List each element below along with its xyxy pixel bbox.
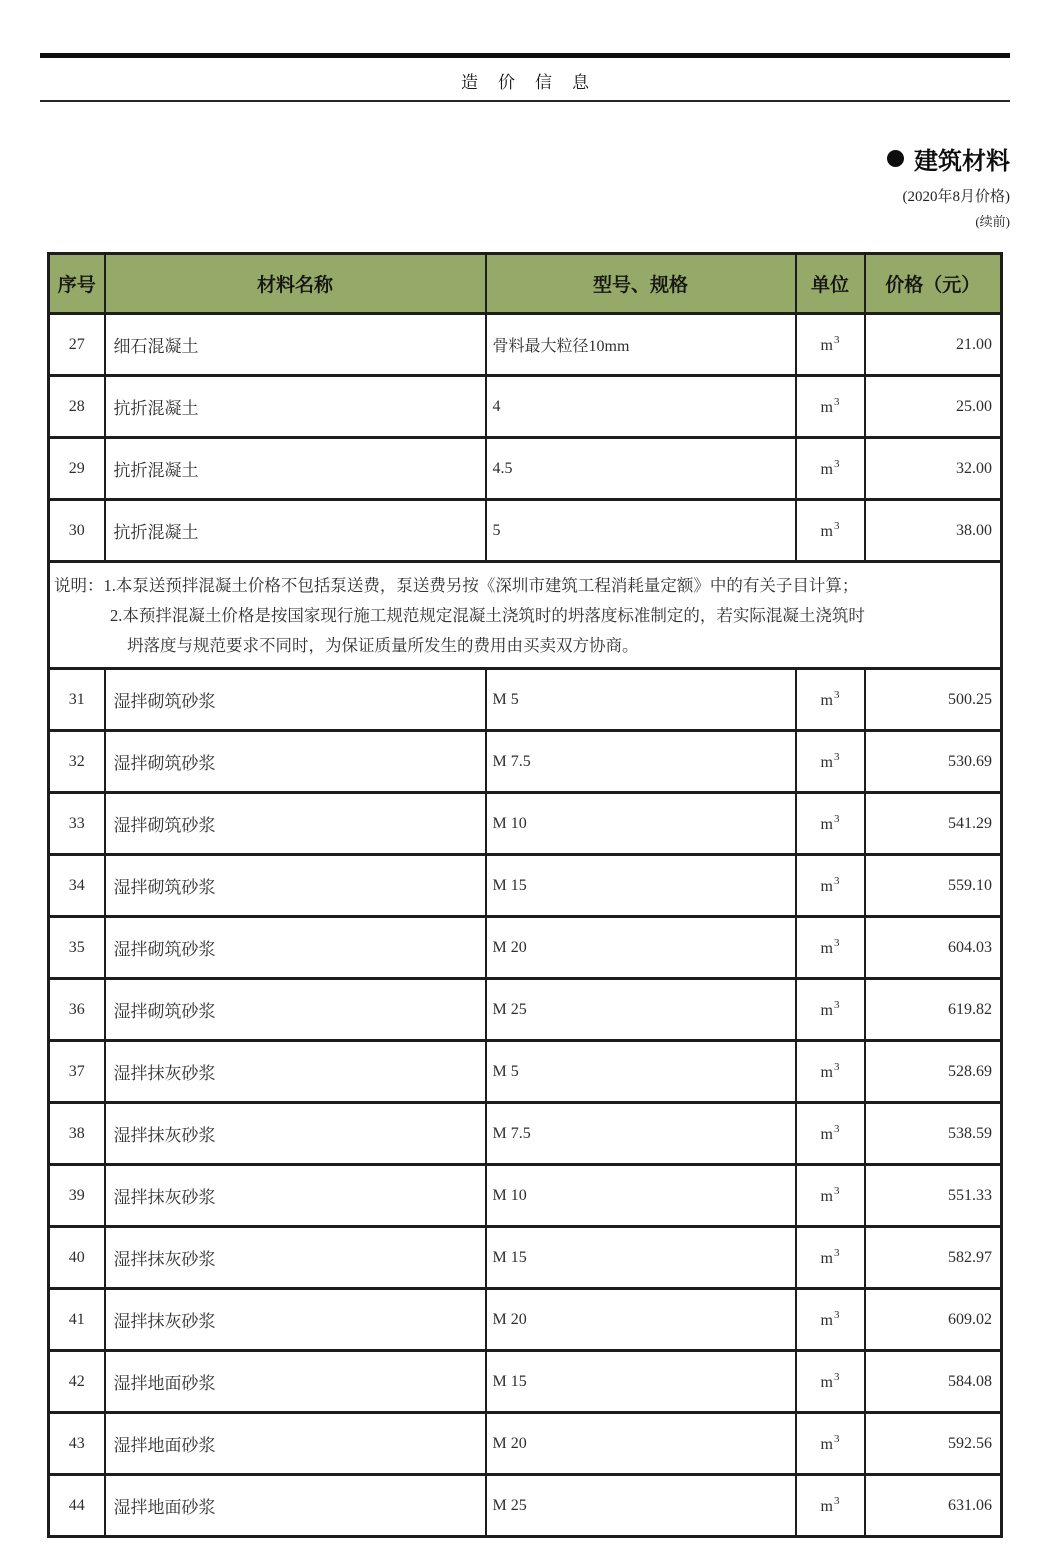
price-value: 604.03 <box>865 917 1002 979</box>
continued-label: (续前) <box>975 214 1010 229</box>
price-period-label: (2020年8月价格) <box>902 189 1010 205</box>
unit-exponent: 3 <box>833 458 840 470</box>
model-spec: M 10 <box>486 793 796 855</box>
unit-cell <box>796 1351 865 1413</box>
material-name: 湿拌砌筑砂浆 <box>105 669 486 731</box>
table-row <box>49 669 1002 731</box>
unit-cell <box>796 731 865 793</box>
price-value: 530.69 <box>865 731 1002 793</box>
table-row <box>49 1103 1002 1165</box>
price-value: 500.25 <box>865 669 1002 731</box>
material-name: 湿拌抹灰砂浆 <box>105 1227 486 1289</box>
table-row <box>49 314 1002 376</box>
note-section <box>49 562 1002 669</box>
price-value: 541.29 <box>865 793 1002 855</box>
unit-exponent: 3 <box>833 813 840 825</box>
bullet-icon <box>887 150 904 167</box>
unit-base: m <box>820 1002 833 1019</box>
model-spec: M 25 <box>486 1475 796 1537</box>
unit-base: m <box>820 1436 833 1453</box>
price-value: 21.00 <box>865 314 1002 376</box>
unit-base: m <box>820 399 833 416</box>
model-spec: M 10 <box>486 1165 796 1227</box>
model-spec: 5 <box>486 500 796 562</box>
unit-exponent: 3 <box>833 1061 840 1073</box>
col-header-name: 材料名称 <box>105 254 486 314</box>
unit-base: m <box>820 1064 833 1081</box>
col-header-price: 价格（元） <box>865 254 1002 314</box>
unit-cell <box>796 1475 865 1537</box>
unit-cell <box>796 376 865 438</box>
row-number: 31 <box>49 669 105 731</box>
model-spec: 4 <box>486 376 796 438</box>
material-name: 湿拌地面砂浆 <box>105 1351 486 1413</box>
material-name: 湿拌砌筑砂浆 <box>105 979 486 1041</box>
unit-exponent: 3 <box>833 999 840 1011</box>
unit-cell <box>796 1289 865 1351</box>
page-title <box>40 58 1010 100</box>
unit-exponent: 3 <box>833 1495 840 1507</box>
table-row <box>49 731 1002 793</box>
price-value: 528.69 <box>865 1041 1002 1103</box>
model-spec: M 7.5 <box>486 1103 796 1165</box>
unit-cell <box>796 917 865 979</box>
table-row <box>49 1041 1002 1103</box>
table-row <box>49 855 1002 917</box>
section-title-row <box>40 148 1010 176</box>
model-spec: 骨料最大粒径10mm <box>486 314 796 376</box>
unit-base: m <box>820 1498 833 1515</box>
material-name: 抗折混凝土 <box>105 438 486 500</box>
row-number: 42 <box>49 1351 105 1413</box>
table-row <box>49 500 1002 562</box>
unit-base: m <box>820 878 833 895</box>
material-name: 抗折混凝土 <box>105 500 486 562</box>
unit-cell <box>796 1227 865 1289</box>
unit-base: m <box>820 337 833 354</box>
row-number: 44 <box>49 1475 105 1537</box>
row-number: 30 <box>49 500 105 562</box>
material-name: 抗折混凝土 <box>105 376 486 438</box>
note-label: 说明： <box>54 576 104 595</box>
unit-cell <box>796 855 865 917</box>
material-name: 湿拌抹灰砂浆 <box>105 1165 486 1227</box>
header-row <box>49 254 1002 314</box>
price-value: 38.00 <box>865 500 1002 562</box>
row-number: 33 <box>49 793 105 855</box>
material-name: 湿拌抹灰砂浆 <box>105 1041 486 1103</box>
table-row <box>49 438 1002 500</box>
price-value: 538.59 <box>865 1103 1002 1165</box>
price-value: 25.00 <box>865 376 1002 438</box>
material-name: 湿拌砌筑砂浆 <box>105 731 486 793</box>
unit-cell <box>796 979 865 1041</box>
model-spec: M 15 <box>486 855 796 917</box>
price-value: 631.06 <box>865 1475 1002 1537</box>
price-value: 582.97 <box>865 1227 1002 1289</box>
unit-base: m <box>820 1188 833 1205</box>
section-heading <box>40 148 1010 230</box>
material-name: 湿拌砌筑砂浆 <box>105 793 486 855</box>
material-name: 湿拌抹灰砂浆 <box>105 1289 486 1351</box>
note-line-1 <box>54 571 994 601</box>
col-header-no: 序号 <box>49 254 105 314</box>
unit-base: m <box>820 940 833 957</box>
unit-cell <box>796 669 865 731</box>
model-spec: M 20 <box>486 1289 796 1351</box>
row-number: 27 <box>49 314 105 376</box>
unit-exponent: 3 <box>833 689 840 701</box>
material-name: 湿拌砌筑砂浆 <box>105 917 486 979</box>
model-spec: M 5 <box>486 1041 796 1103</box>
table-row <box>49 979 1002 1041</box>
unit-cell <box>796 1103 865 1165</box>
table-row <box>49 1475 1002 1537</box>
unit-base: m <box>820 1250 833 1267</box>
masthead <box>40 53 1010 102</box>
unit-exponent: 3 <box>833 1309 840 1321</box>
price-value: 551.33 <box>865 1165 1002 1227</box>
table-row <box>49 1413 1002 1475</box>
unit-cell <box>796 314 865 376</box>
model-spec: M 15 <box>486 1351 796 1413</box>
unit-base: m <box>820 461 833 478</box>
material-name: 湿拌砌筑砂浆 <box>105 855 486 917</box>
unit-cell <box>796 1165 865 1227</box>
note-row <box>49 562 1002 669</box>
row-number: 28 <box>49 376 105 438</box>
unit-base: m <box>820 1126 833 1143</box>
unit-exponent: 3 <box>833 875 840 887</box>
table-row <box>49 1165 1002 1227</box>
price-table <box>47 252 1003 1538</box>
unit-base: m <box>820 1312 833 1329</box>
model-spec: M 25 <box>486 979 796 1041</box>
unit-exponent: 3 <box>833 751 840 763</box>
unit-base: m <box>820 754 833 771</box>
row-number: 39 <box>49 1165 105 1227</box>
table-rows-group1 <box>49 314 1002 562</box>
unit-exponent: 3 <box>833 1247 840 1259</box>
model-spec: M 20 <box>486 917 796 979</box>
note-line-3: 坍落度与规范要求不同时，为保证质量所发生的费用由买卖双方协商。 <box>127 636 639 655</box>
note-cell <box>49 562 1002 669</box>
page-title-text: 造价信息 <box>461 73 609 92</box>
title-underline-rule <box>40 100 1010 102</box>
unit-base: m <box>820 1374 833 1391</box>
row-number: 41 <box>49 1289 105 1351</box>
table-row <box>49 376 1002 438</box>
price-value: 32.00 <box>865 438 1002 500</box>
unit-cell <box>796 500 865 562</box>
section-title: 建筑材料 <box>914 149 1010 175</box>
unit-cell <box>796 438 865 500</box>
row-number: 32 <box>49 731 105 793</box>
unit-exponent: 3 <box>833 1433 840 1445</box>
col-header-unit: 单位 <box>796 254 865 314</box>
table-row <box>49 1289 1002 1351</box>
col-header-spec: 型号、规格 <box>486 254 796 314</box>
price-value: 592.56 <box>865 1413 1002 1475</box>
price-value: 619.82 <box>865 979 1002 1041</box>
unit-exponent: 3 <box>833 1123 840 1135</box>
note-text-1: 1.本泵送预拌混凝土价格不包括泵送费，泵送费另按《深圳市建筑工程消耗量定额》中的有关子目计算； <box>103 576 859 595</box>
unit-exponent: 3 <box>833 937 840 949</box>
table-rows-group2 <box>49 669 1002 1537</box>
model-spec: 4.5 <box>486 438 796 500</box>
price-value: 609.02 <box>865 1289 1002 1351</box>
table-row <box>49 793 1002 855</box>
unit-exponent: 3 <box>833 1371 840 1383</box>
table-row <box>49 917 1002 979</box>
model-spec: M 7.5 <box>486 731 796 793</box>
row-number: 43 <box>49 1413 105 1475</box>
unit-exponent: 3 <box>833 520 840 532</box>
row-number: 34 <box>49 855 105 917</box>
unit-exponent: 3 <box>833 334 840 346</box>
price-value: 584.08 <box>865 1351 1002 1413</box>
unit-cell <box>796 793 865 855</box>
unit-cell <box>796 1413 865 1475</box>
row-number: 37 <box>49 1041 105 1103</box>
row-number: 35 <box>49 917 105 979</box>
table-header <box>49 254 1002 314</box>
unit-base: m <box>820 523 833 540</box>
note-line-2: 2.本预拌混凝土价格是按国家现行施工规范规定混凝土浇筑时的坍落度标准制定的，若实际混凝土浇筑时 <box>110 606 865 625</box>
row-number: 40 <box>49 1227 105 1289</box>
unit-exponent: 3 <box>833 1185 840 1197</box>
unit-base: m <box>820 816 833 833</box>
material-name: 湿拌抹灰砂浆 <box>105 1103 486 1165</box>
table-row <box>49 1351 1002 1413</box>
model-spec: M 20 <box>486 1413 796 1475</box>
row-number: 38 <box>49 1103 105 1165</box>
row-number: 36 <box>49 979 105 1041</box>
table-row <box>49 1227 1002 1289</box>
unit-exponent: 3 <box>833 396 840 408</box>
model-spec: M 5 <box>486 669 796 731</box>
material-name: 湿拌地面砂浆 <box>105 1413 486 1475</box>
material-name: 细石混凝土 <box>105 314 486 376</box>
row-number: 29 <box>49 438 105 500</box>
unit-cell <box>796 1041 865 1103</box>
unit-base: m <box>820 692 833 709</box>
model-spec: M 15 <box>486 1227 796 1289</box>
material-name: 湿拌地面砂浆 <box>105 1475 486 1537</box>
price-value: 559.10 <box>865 855 1002 917</box>
